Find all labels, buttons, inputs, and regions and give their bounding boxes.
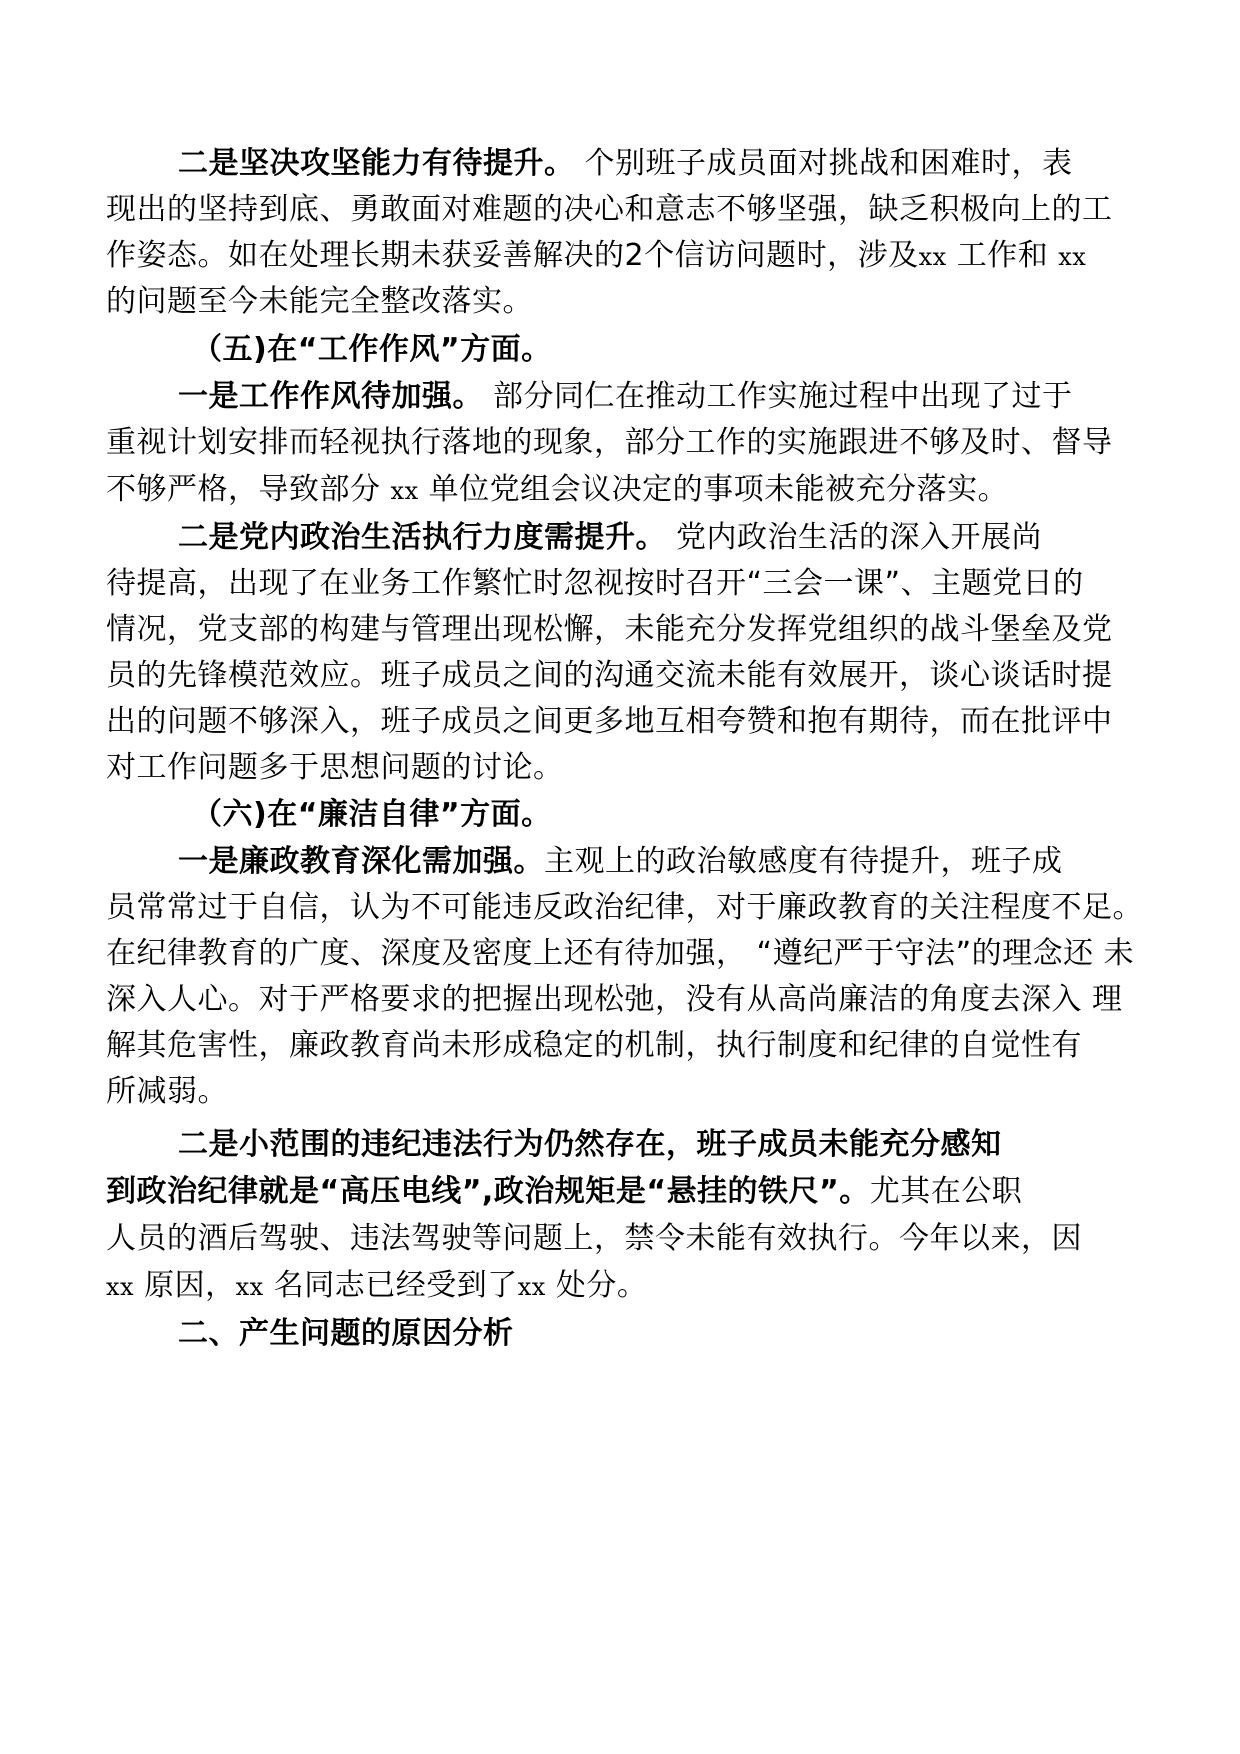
bold-text-run: （六)在“廉洁自律”方面。 bbox=[192, 797, 552, 832]
text-line bbox=[106, 188, 1113, 232]
bold-text-run: 到政治纪律就是“高压电线”,政治规矩是“悬挂的铁尺”。 bbox=[106, 1174, 870, 1209]
section-heading bbox=[178, 1312, 514, 1356]
text-line bbox=[106, 700, 1113, 744]
text-line bbox=[106, 1264, 647, 1308]
text-run: xx bbox=[918, 243, 947, 271]
text-line bbox=[106, 421, 1113, 465]
text-line bbox=[178, 840, 1063, 884]
text-line bbox=[106, 1024, 1082, 1068]
text-run: 的问题至今未能完全整改落实。 bbox=[106, 284, 533, 319]
text-run: 作姿态。如在处理长期未获妥善解决的2个信访问题时，涉及 bbox=[106, 238, 919, 273]
text-line bbox=[106, 608, 1113, 652]
text-run: 所减弱。 bbox=[106, 1074, 228, 1109]
bold-text-run: 一是廉政教育深化需加强。 bbox=[178, 844, 544, 879]
text-line bbox=[106, 280, 533, 324]
text-line bbox=[106, 978, 1123, 1022]
text-run: 主观上的政治敏感度有待提升，班子成 bbox=[544, 844, 1063, 879]
text-line bbox=[106, 1217, 1082, 1261]
text-line bbox=[106, 886, 1143, 930]
text-run: xx bbox=[390, 477, 419, 505]
text-line bbox=[178, 516, 1042, 560]
text-run: 部分同仁在推动工作实施过程中出现了过于 bbox=[483, 379, 1073, 414]
text-run: 名同志已经受到了 bbox=[263, 1268, 518, 1303]
text-run: 解其危害性，廉政教育尚未形成稳定的机制，执行制度和纪律的自觉性有 bbox=[106, 1028, 1082, 1063]
text-line bbox=[106, 932, 1134, 976]
text-line bbox=[106, 746, 564, 790]
text-run: 重视计划安排而轻视执行落地的现象，部分工作的实施跟进不够及时、督导 bbox=[106, 425, 1113, 460]
text-run: 出的问题不够深入，班子成员之间更多地互相夸赞和抱有期待，而在批评中 bbox=[106, 704, 1113, 739]
section-heading bbox=[192, 328, 552, 372]
text-line bbox=[106, 1170, 1022, 1214]
bold-text-run: 二是党内政治生活执行力度需提升。 bbox=[178, 520, 666, 555]
text-run: 员的先锋模范效应。班子成员之间的沟通交流未能有效展开，谈心谈话时提 bbox=[106, 658, 1113, 693]
text-line bbox=[178, 1123, 1002, 1167]
text-run: xx bbox=[106, 1273, 135, 1301]
text-run: 待提高，出现了在业务工作繁忙时忽视按时召开“三会一课”、主题党日的 bbox=[106, 566, 1084, 601]
text-line bbox=[178, 375, 1073, 419]
text-run: xx bbox=[517, 1273, 546, 1301]
text-run: 处分。 bbox=[545, 1268, 648, 1303]
text-run: 现出的坚持到底、勇敢面对难题的决心和意志不够坚强，缺乏积极向上的工 bbox=[106, 192, 1113, 227]
text-run: xx bbox=[235, 1273, 264, 1301]
text-run: 工作和 bbox=[946, 238, 1059, 273]
text-run: 情况，党支部的构建与管理出现松懈，未能充分发挥党组织的战斗堡垒及党 bbox=[106, 612, 1113, 647]
bold-text-run: 二是小范围的违纪违法行为仍然存在，班子成员未能充分感知 bbox=[178, 1127, 1002, 1162]
section-heading bbox=[192, 793, 552, 837]
bold-text-run: 二、产生问题的原因分析 bbox=[178, 1316, 514, 1351]
text-line bbox=[106, 1070, 228, 1114]
text-line bbox=[106, 234, 1086, 278]
text-run: 党内政治生活的深入开展尚 bbox=[666, 520, 1043, 555]
text-run: 在纪律教育的广度、深度及密度上还有待加强， “遵纪严于守法”的理念还 未 bbox=[106, 936, 1135, 971]
text-run: 个别班子成员面对挑战和困难时，表 bbox=[574, 146, 1073, 181]
text-run: 深入人心。对于严格要求的把握出现松弛，没有从高尚廉洁的角度去深入 理 bbox=[106, 982, 1123, 1017]
text-run: 人员的酒后驾驶、违法驾驶等问题上，禁令未能有效执行。今年以来，因 bbox=[106, 1221, 1082, 1256]
text-line bbox=[178, 142, 1073, 186]
text-run: 不够严格，导致部分 bbox=[106, 472, 391, 507]
bold-text-run: 二是坚决攻坚能力有待提升。 bbox=[178, 146, 575, 181]
text-line bbox=[106, 468, 1008, 512]
text-line bbox=[106, 562, 1084, 606]
bold-text-run: （五)在“工作作风”方面。 bbox=[192, 332, 552, 367]
text-run: 单位党组会议决定的事项未能被充分落实。 bbox=[418, 472, 1009, 507]
bold-text-run: 一是工作作风待加强。 bbox=[178, 379, 483, 414]
text-run: 原因， bbox=[134, 1268, 236, 1303]
text-run: 员常常过于自信，认为不可能违反政治纪律，对于廉政教育的关注程度不足。 bbox=[106, 890, 1143, 925]
text-run: xx bbox=[1058, 243, 1087, 271]
text-line bbox=[106, 654, 1113, 698]
text-run: 尤其在公职 bbox=[869, 1174, 1023, 1209]
text-run: 对工作问题多于思想问题的讨论。 bbox=[106, 750, 564, 785]
